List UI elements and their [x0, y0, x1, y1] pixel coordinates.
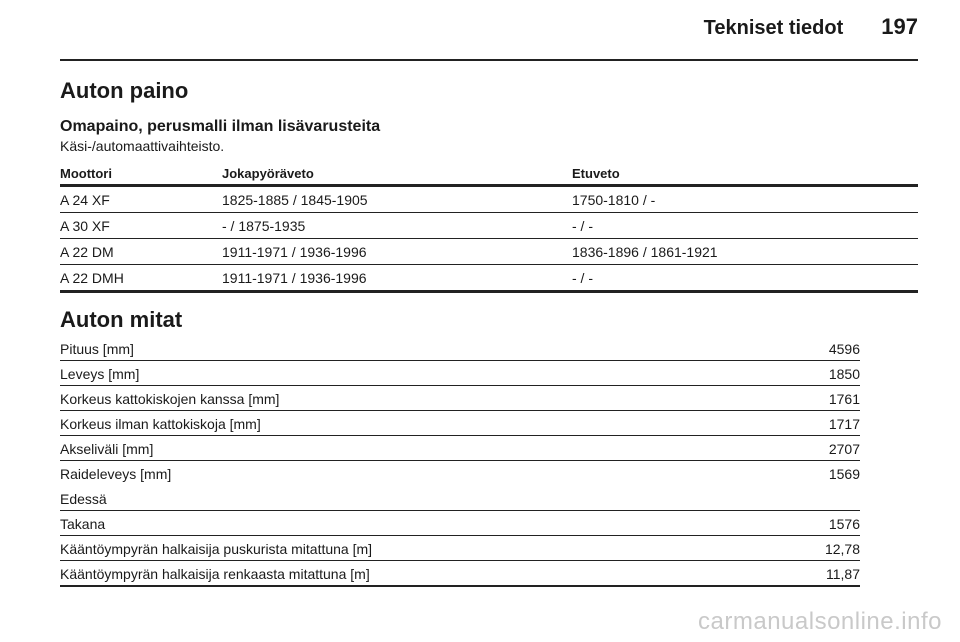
awd-weight-cell: - / 1875-1935	[222, 218, 306, 234]
column-header-fwd: Etuveto	[572, 166, 620, 181]
engine-cell: A 30 XF	[60, 218, 110, 234]
weight-subheading: Omapaino, perusmalli ilman lisävarusteita	[60, 118, 381, 135]
dimension-value: 11,87	[826, 566, 860, 582]
page-section-title: Tekniset tiedot	[703, 17, 844, 39]
dimension-label: Korkeus ilman kattokiskoja [mm]	[60, 416, 261, 432]
page-number: 197	[881, 14, 918, 39]
awd-weight-cell: 1911-1971 / 1936-1996	[222, 270, 367, 286]
dimension-label: Leveys [mm]	[60, 366, 140, 382]
dimension-value: 1761	[828, 391, 860, 407]
fwd-weight-cell: - / -	[572, 218, 593, 234]
dimension-value: 2707	[828, 441, 860, 457]
dimension-value: 4596	[828, 341, 860, 357]
weight-heading: Auton paino	[60, 78, 189, 103]
dimension-value: 1576	[828, 516, 860, 532]
watermark: carmanualsonline.info	[698, 608, 942, 635]
dimension-label: Kääntöympyrän halkaisija puskurista mitattuna [m]	[60, 541, 373, 557]
header-divider	[60, 59, 918, 61]
table-row	[60, 187, 918, 213]
table-row	[60, 561, 860, 587]
dimension-label: Kääntöympyrän halkaisija renkaasta mitattuna [m]	[60, 566, 370, 582]
engine-cell: A 22 DM	[60, 244, 114, 260]
column-header-awd: Jokapyöräveto	[222, 166, 314, 181]
dimension-value: 1717	[828, 416, 860, 432]
dimension-label: Akseliväli [mm]	[60, 441, 154, 457]
dimension-value: 12,78	[824, 541, 860, 557]
table-row	[60, 411, 860, 436]
dimension-sublabel: Edessä	[60, 491, 107, 507]
table-row	[60, 213, 918, 239]
table-row	[60, 536, 860, 561]
dimensions-table	[60, 336, 860, 587]
dimension-label: Pituus [mm]	[60, 341, 134, 357]
dimension-label: Raideleveys [mm]	[60, 466, 172, 482]
dimension-value: 1850	[828, 366, 860, 382]
engine-cell: A 22 DMH	[60, 270, 124, 286]
awd-weight-cell: 1911-1971 / 1936-1996	[222, 244, 367, 260]
table-row	[60, 436, 860, 461]
weight-note: Käsi-/automaattivaihteisto.	[60, 138, 225, 154]
dimension-label: Takana	[60, 516, 106, 532]
fwd-weight-cell: 1836-1896 / 1861-1921	[572, 244, 718, 260]
dimension-label: Korkeus kattokiskojen kanssa [mm]	[60, 391, 280, 407]
fwd-weight-cell: - / -	[572, 270, 593, 286]
table-row	[60, 461, 860, 511]
table-row	[60, 336, 860, 361]
table-row	[60, 511, 860, 536]
weight-table-header	[60, 162, 918, 187]
dimensions-heading: Auton mitat	[60, 307, 183, 332]
dimension-value: 1569	[828, 466, 860, 482]
table-row	[60, 239, 918, 265]
awd-weight-cell: 1825-1885 / 1845-1905	[222, 192, 368, 208]
fwd-weight-cell: 1750-1810 / -	[572, 192, 656, 208]
column-header-engine: Moottori	[60, 166, 112, 181]
weight-table	[60, 162, 918, 293]
table-row	[60, 265, 918, 293]
table-row	[60, 361, 860, 386]
table-row	[60, 386, 860, 411]
engine-cell: A 24 XF	[60, 192, 110, 208]
page-header	[0, 14, 918, 50]
